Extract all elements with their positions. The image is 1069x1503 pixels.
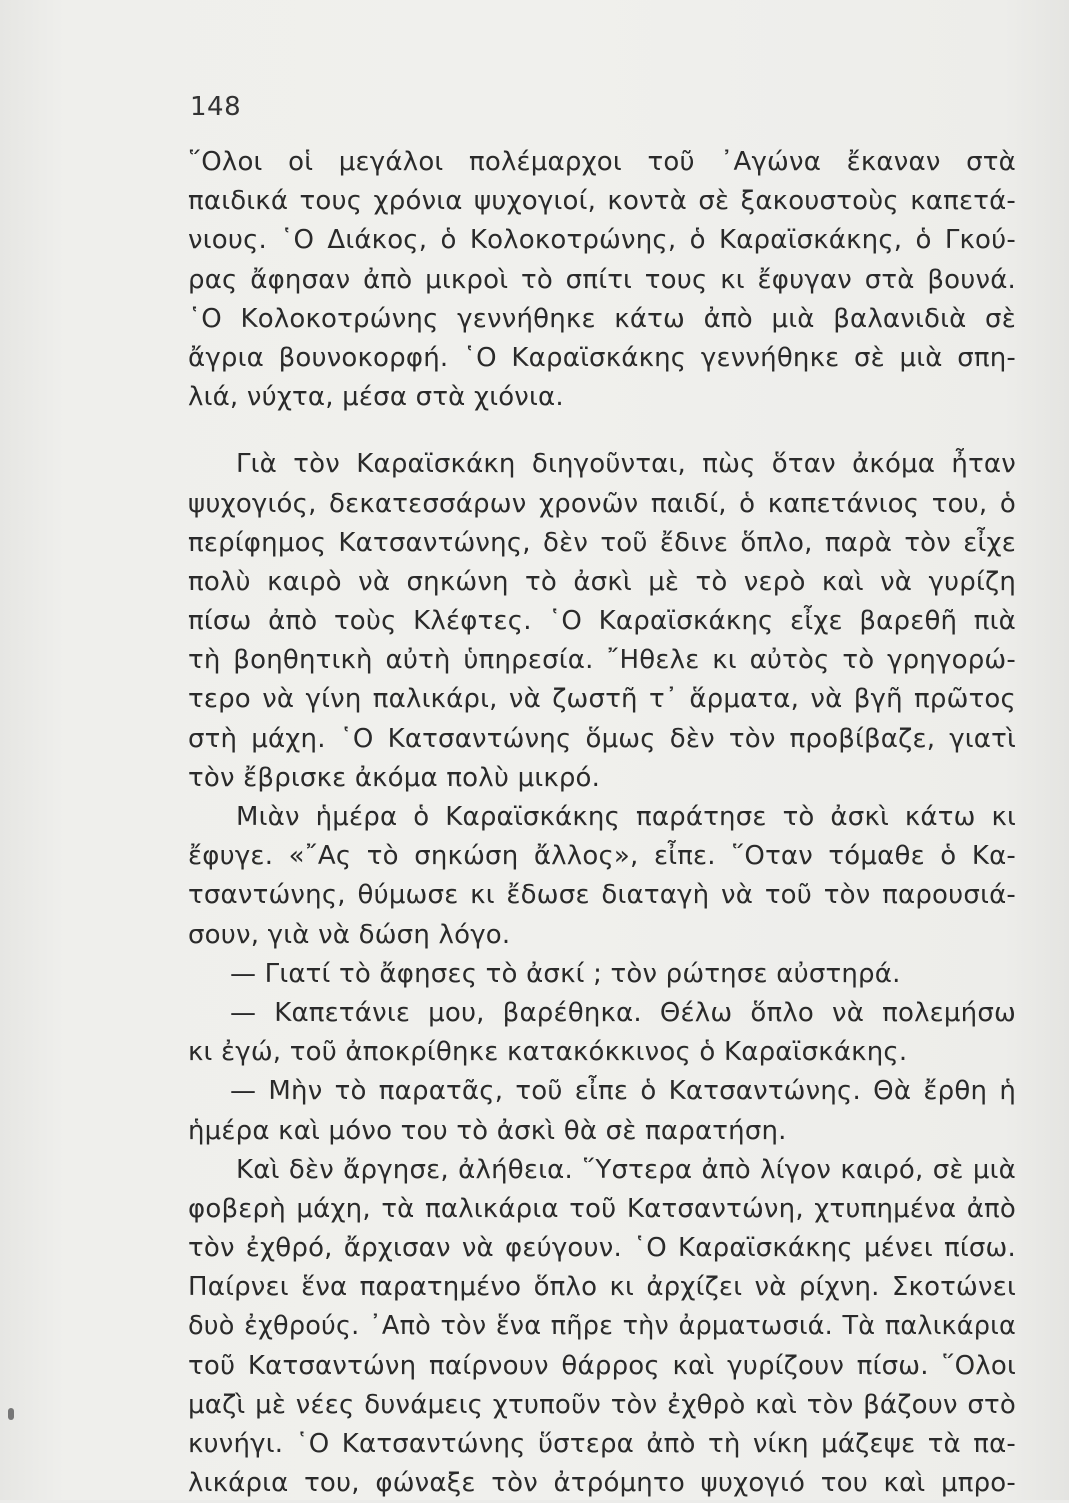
text-line: τὸν ἔβρισκε ἀκόμα πολὺ μικρό. [188,762,601,793]
text-line: ἔφυγε. «῎Ας τὸ σηκώση ἄλλος», εἶπε. ῞Οταν τόμαθε ὁ Κα- [188,841,1016,872]
text-line: περίφημος Κατσαντώνης, δὲν τοῦ ἔδινε ὅπλο, παρὰ τὸν εἶχε [188,527,1016,558]
dialogue-3 [188,1072,1016,1150]
dialogue-2 [188,994,1016,1072]
text-line: — Μὴν τὸ παρατᾶς, τοῦ εἶπε ὁ Κατσαντώνης. Θὰ ἔρθη ἡ [230,1076,1016,1107]
paragraph-3 [188,798,1016,955]
text-line: τσαντώνης, θύμωσε κι ἔδωσε διαταγὴ νὰ τοῦ τὸν παρουσιά- [188,880,1016,911]
paragraph-2 [188,445,1016,798]
paragraph-gap [188,417,1016,445]
text-line: δυὸ ἐχθρούς. ᾿Απὸ τὸν ἕνα πῆρε τὴν ἀρματωσιά. Τὰ παλικάρια [188,1311,1016,1342]
text-line: παιδικά τους χρόνια ψυχογιοί, κοντὰ σὲ ξακουστοὺς καπετά- [188,186,1016,217]
text-line: ἄγρια βουνοκορφή. ῾Ο Καραϊσκάκης γεννήθηκε σὲ μιὰ σπη- [188,342,1016,373]
dialogue-1 [188,955,1016,994]
text-line: — Καπετάνιε μου, βαρέθηκα. Θέλω ὅπλο νὰ πολεμήσω [230,997,1016,1028]
text-line: ἡμέρα καὶ μόνο του τὸ ἀσκὶ θὰ σὲ παρατήση. [188,1115,787,1146]
page-number: 148 [190,92,242,122]
body-text [188,143,1016,1503]
text-line: ῞Ολοι οἱ μεγάλοι πολέμαρχοι τοῦ ᾿Αγώνα ἔκαναν στὰ [188,147,1016,177]
text-line: Καὶ δὲν ἄργησε, ἀλήθεια. ῞Υστερα ἀπὸ λίγον καιρό, σὲ μιὰ [236,1154,1016,1185]
text-line: Γιὰ τὸν Καραϊσκάκη διηγοῦνται, πὼς ὅταν ἀκόμα ἦταν [236,449,1016,480]
text-line: κυνήγι. ῾Ο Κατσαντώνης ὕστερα ἀπὸ τὴ νίκη μάζεψε τὰ πα- [188,1429,1016,1459]
text-line: τερο νὰ γίνη παλικάρι, νὰ ζωστῆ τ᾿ ἅρματα, νὰ βγῆ πρῶτος [188,684,1016,715]
text-line: ῾Ο Κολοκοτρώνης γεννήθηκε κάτω ἀπὸ μιὰ βαλανιδιὰ σὲ [188,303,1016,334]
text-line: μαζὶ μὲ νέες δυνάμεις χτυποῦν τὸν ἐχθρὸ καὶ τὸν βάζουν στὸ [188,1389,1016,1420]
text-line: σουν, γιὰ νὰ δώση λόγο. [188,919,511,950]
text-line: νιους. ῾Ο Διάκος, ὁ Κολοκοτρώνης, ὁ Καραϊσκάκης, ὁ Γκού- [188,225,1016,256]
margin-ink-mark [8,1408,14,1420]
text-line: ρας ἄφησαν ἀπὸ μικροὶ τὸ σπίτι τους κι ἔφυγαν στὰ βουνά. [188,264,1016,295]
text-line: πίσω ἀπὸ τοὺς Κλέφτες. ῾Ο Καραϊσκάκης εἶχε βαρεθῆ πιὰ [188,606,1016,637]
text-line: φοβερὴ μάχη, τὰ παλικάρια τοῦ Κατσαντώνη, χτυπημένα ἀπὸ [188,1193,1016,1224]
text-line: — Γιατί τὸ ἄφησες τὸ ἀσκί ; τὸν ρώτησε αὐστηρά. [230,958,901,989]
text-line: λικάρια του, φώναξε τὸν ἀτρόμητο ψυχογιό του καὶ μπρο- [188,1468,1016,1499]
text-line: στὴ μάχη. ῾Ο Κατσαντώνης ὅμως δὲν τὸν προβίβαζε, γιατὶ [188,723,1016,754]
text-line: ψυχογιός, δεκατεσσάρων χρονῶν παιδί, ὁ καπετάνιος του, ὁ [188,488,1016,519]
text-line: κι ἐγώ, τοῦ ἀποκρίθηκε κατακόκκινος ὁ Καραϊσκάκης. [188,1037,908,1068]
text-line: λιά, νύχτα, μέσα στὰ χιόνια. [188,382,564,413]
paragraph-4 [188,1151,1016,1503]
text-line: τοῦ Κατσαντώνη παίρνουν θάρρος καὶ γυρίζουν πίσω. ῞Ολοι [188,1350,1016,1381]
text-line: Μιὰν ἡμέρα ὁ Καραϊσκάκης παράτησε τὸ ἀσκὶ κάτω κι [236,802,1016,832]
text-line: τὸν ἐχθρό, ἄρχισαν νὰ φεύγουν. ῾Ο Καραϊσκάκης μένει πίσω. [188,1233,1016,1264]
text-line: πολὺ καιρὸ νὰ σηκώνη τὸ ἀσκὶ μὲ τὸ νερὸ καὶ νὰ γυρίζη [188,566,1016,597]
paragraph-1 [188,143,1016,417]
text-line: τὴ βοηθητικὴ αὐτὴ ὑπηρεσία. ῎Ηθελε κι αὐτὸς τὸ γρηγορώ- [188,645,1016,676]
text-line: Παίρνει ἕνα παρατημένο ὅπλο κι ἀρχίζει νὰ ρίχνη. Σκοτώνει [188,1272,1016,1303]
